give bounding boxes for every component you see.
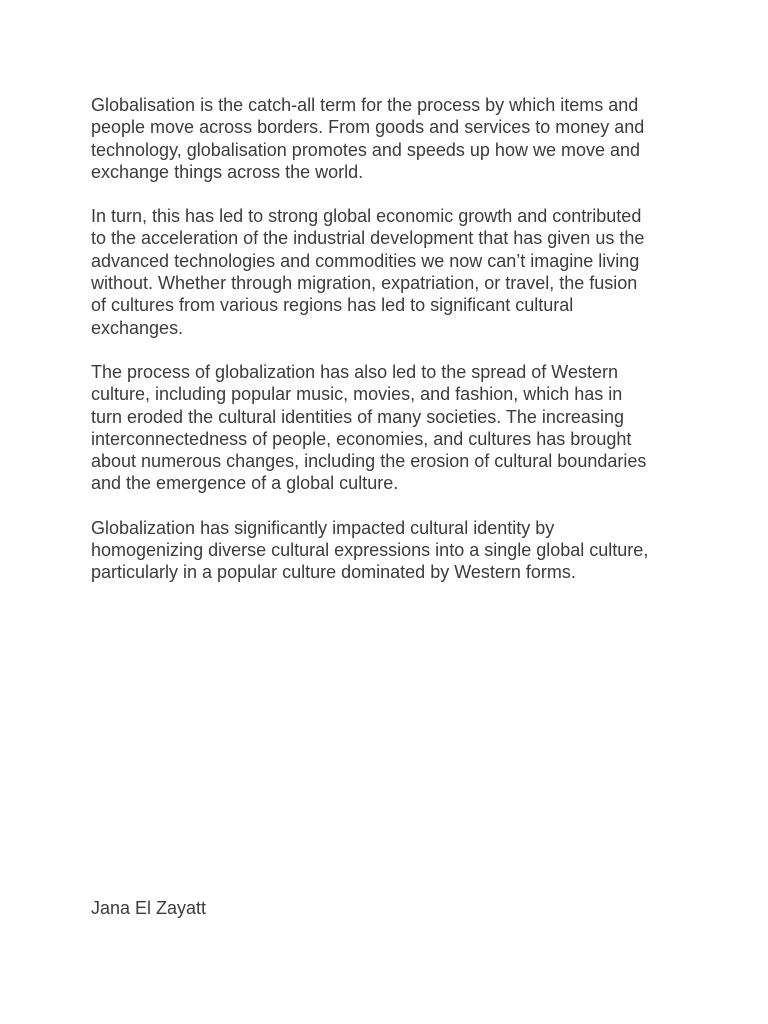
author-name: Jana El Zayatt (91, 898, 207, 918)
paragraph-4: Globalization has significantly impacted cultural identity by homogenizing diverse cultural expressions into a single global culture, particularly in a popular culture dominated by Western forms. (91, 517, 649, 583)
paragraph-1: Globalisation is the catch-all term for the process by which items and people move across borders. From goods and services to money and technology, globalisation promotes and speeds up how we move and exchange things across the world. (91, 95, 645, 182)
paragraph-3: The process of globalization has also led to the spread of Western culture, including popular music, movies, and fashion, which has in turn eroded the cultural identities of many societies. The increasing interconnectedness of people, economies, and cultures has brought about numerous changes, including the erosion of cultural boundaries and the emergence of a global culture. (91, 361, 647, 494)
document-body (91, 94, 691, 606)
paragraph-2: In turn, this has led to strong global economic growth and contributed to the acceleration of the industrial development that has given us the advanced technologies and commodities we now can’t imagine living without. Whether through migration, expatriation, or travel, the fusion of cultures from various regions has led to significant cultural exchanges. (91, 206, 645, 338)
